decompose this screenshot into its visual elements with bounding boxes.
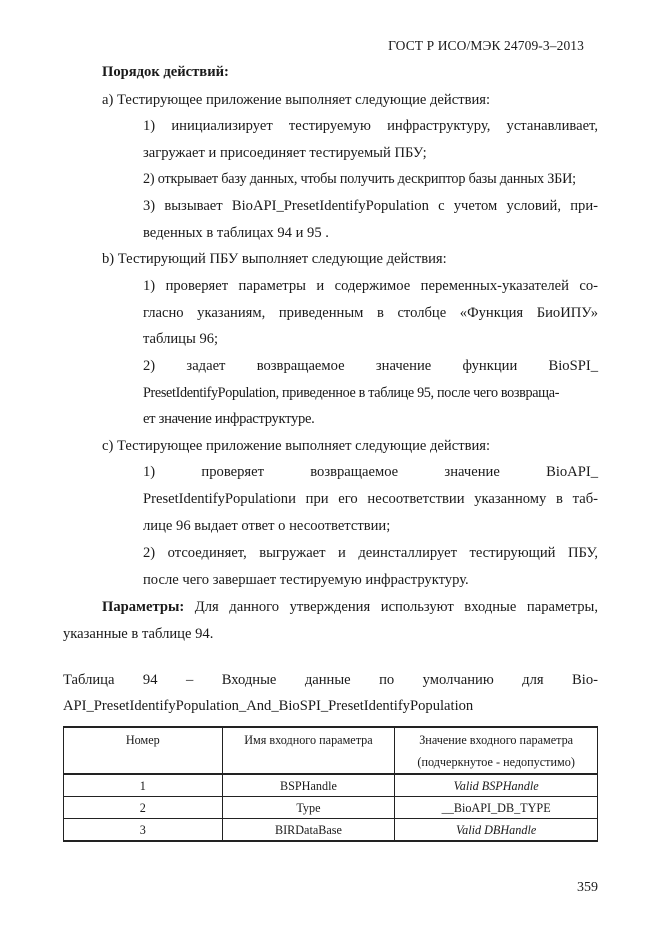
table-94 [63,726,598,842]
step-b-item-2-line-3: ет значение инфраструктуре. [143,411,315,427]
cell-param-value: Valid BSPHandle [395,774,598,797]
step-b-item-1-line-1: 1) проверяет параметры и содержимое переменных-указателей со- [143,278,598,294]
table-row [64,797,598,819]
parameters-line-1 [102,599,598,616]
section-title: Порядок действий: [102,64,229,80]
parameters-text: Для данного утверждения используют входные параметры, [184,599,598,615]
parameters-label: Параметры: [102,599,185,615]
step-a-item-3-line-2: веденных в таблицах 94 и 95 . [143,225,329,241]
step-a-item-2: 2) открывает базу данных, чтобы получить дескриптор базы данных ЗБИ; [143,171,576,187]
table-row [64,819,598,842]
cell-number: 2 [64,797,223,819]
cell-param-name: Type [222,797,395,819]
header-param-name: Имя входного параметра [222,727,395,774]
step-c-item-1-line-3: лице 96 выдает ответ о несоответствии; [143,518,391,534]
step-a-intro: a) Тестирующее приложение выполняет следующие действия: [102,92,491,108]
header-param-value-line-1: Значение входного параметра [419,733,574,747]
header-number: Номер [64,727,223,774]
step-c-item-2-line-2: после чего завершает тестируемую инфраструктуру. [143,572,469,588]
step-a-item-1-line-2: загружает и присоединяет тестируемый ПБУ; [143,145,427,161]
step-b-intro: b) Тестирующий ПБУ выполняет следующие действия: [102,251,447,267]
step-b-item-1-line-3: таблицы 96; [143,331,219,347]
parameters-line-2: указанные в таблице 94. [63,626,214,642]
table-caption-line-1: Таблица 94 – Входные данные по умолчанию для Bio- [63,672,598,688]
cell-param-name: BIRDataBase [222,819,395,842]
step-c-item-1-line-1: 1) проверяет возвращаемое значение BioAPI_ [143,464,598,480]
table-header-row [64,727,598,774]
step-b-item-2-line-2: PresetIdentifyPopulation, приведенное в таблице 95, после чего возвраща- [143,385,560,401]
table-row [64,774,598,797]
header-param-value [395,727,598,774]
step-b-item-2-line-1: 2) задает возвращаемое значение функции BioSPI_ [143,358,598,374]
cell-number: 3 [64,819,223,842]
step-a-item-1-line-1: 1) инициализирует тестируемую инфраструктуру, устанавливает, [143,118,598,134]
step-c-item-2-line-1: 2) отсоединяет, выгружает и деинсталлирует тестирующий ПБУ, [143,545,598,561]
step-a-item-3-line-1: 3) вызывает BioAPI_PresetIdentifyPopulation с учетом условий, при- [143,198,598,214]
cell-param-value: __BioAPI_DB_TYPE [395,797,598,819]
header-param-value-line-2: (подчеркнутое - недопустимо) [417,755,575,769]
table-caption-line-2: API_PresetIdentifyPopulation_And_BioSPI_PresetIdentifyPopulation [63,698,474,714]
standard-header: ГОСТ Р ИСО/МЭК 24709-3–2013 [388,38,584,53]
page-number: 359 [577,880,598,895]
cell-number: 1 [64,774,223,797]
step-c-item-1-line-2: PresetIdentifyPopulationи при его несоответствии указанному в таб- [143,491,598,507]
cell-param-name: BSPHandle [222,774,395,797]
step-b-item-1-line-2: гласно указаниям, приведенным в столбце «Функция БиоИПУ» [143,305,598,321]
cell-param-value: Valid DBHandle [395,819,598,842]
step-c-intro: c) Тестирующее приложение выполняет следующие действия: [102,438,491,454]
